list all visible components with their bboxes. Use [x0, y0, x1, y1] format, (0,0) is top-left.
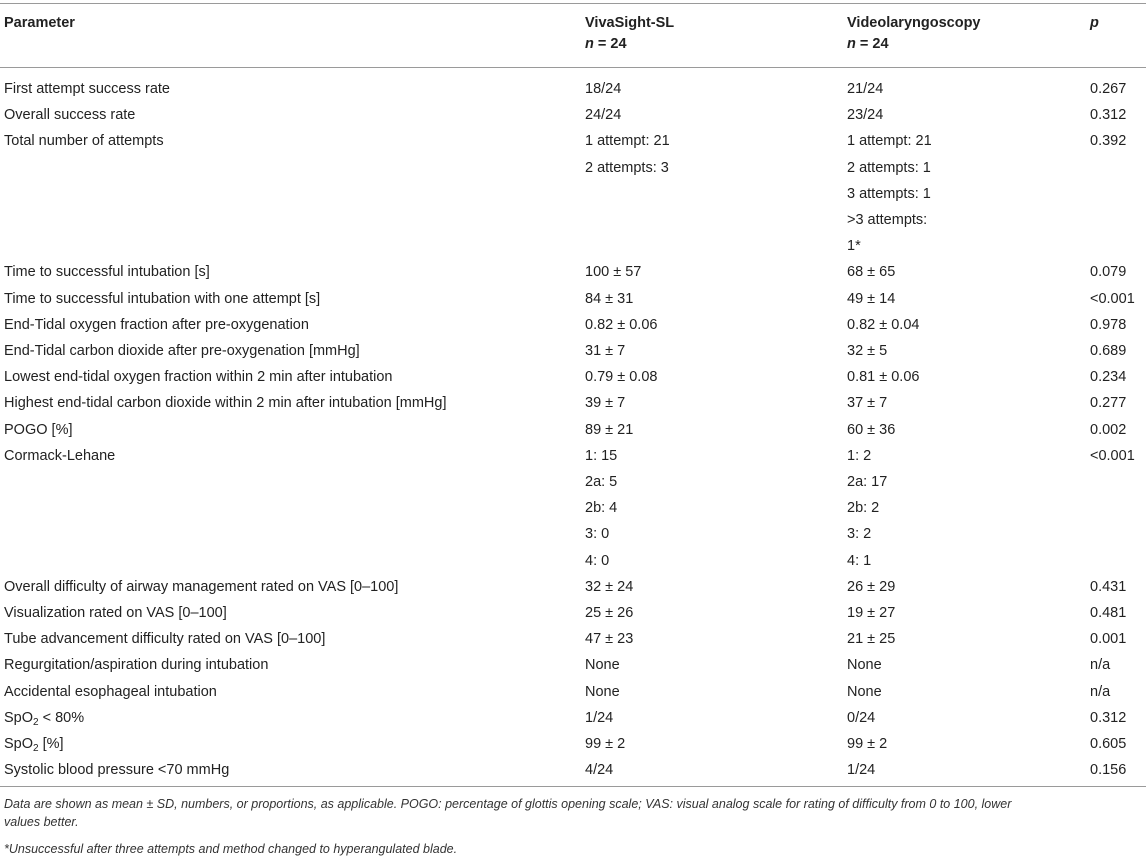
footnote-data-line-1: Data are shown as mean ± SD, numbers, or proportions, as applicable. POGO: percentage of glottis opening scale; VAS: visual analog scale for rating of difficulty from 0 to 100, lower — [4, 797, 1012, 811]
header-videolaryngoscopy: Videolaryngoscopy — [847, 15, 981, 31]
row-vivasight-value: 2b: 4 — [585, 500, 618, 517]
row-p-value: 0.605 — [1090, 736, 1127, 752]
bottom-rule — [0, 786, 1146, 787]
row-videolaryngoscopy-value: 3: 2 — [847, 526, 872, 543]
row-p-value: 0.689 — [1090, 343, 1127, 359]
header-p: p — [1090, 15, 1099, 31]
row-parameter-subscript: 2 — [33, 743, 39, 754]
row-p-value: 0.481 — [1090, 605, 1127, 621]
row-vivasight-value: 1 attempt: 21 — [585, 133, 670, 150]
row-vivasight-value: 89 ± 21 — [585, 421, 634, 438]
row-vivasight-value: 2 attempts: 3 — [585, 159, 669, 176]
row-vivasight-value: None — [585, 683, 620, 700]
row-videolaryngoscopy-value: 99 ± 2 — [847, 736, 888, 752]
row-videolaryngoscopy-value: None — [847, 657, 882, 674]
row-videolaryngoscopy-value: 1/24 — [847, 762, 876, 779]
row-videolaryngoscopy-value: 2a: 17 — [847, 474, 888, 490]
header-videolaryngoscopy-n — [847, 35, 889, 53]
row-parameter-text: [%] — [38, 736, 64, 752]
row-videolaryngoscopy-value: 49 ± 14 — [847, 290, 896, 307]
header-videolaryngoscopy-n-value: = 24 — [855, 36, 889, 52]
row-p-value: 0.267 — [1090, 81, 1127, 97]
row-parameter: End-Tidal oxygen fraction after pre-oxygenation — [4, 316, 309, 333]
row-videolaryngoscopy-value: 21 ± 25 — [847, 631, 896, 648]
row-parameter: Cormack-Lehane — [4, 447, 116, 464]
row-vivasight-value: 2a: 5 — [585, 474, 618, 490]
row-p-value: 0.079 — [1090, 264, 1127, 281]
row-videolaryngoscopy-value: None — [847, 683, 882, 700]
row-parameter: Systolic blood pressure <70 mmHg — [4, 762, 230, 779]
row-p-value: <0.001 — [1090, 290, 1135, 307]
row-parameter: Overall difficulty of airway management rated on VAS [0–100] — [4, 578, 399, 595]
row-vivasight-value: None — [585, 657, 620, 674]
row-p-value: 0.312 — [1090, 709, 1127, 726]
row-parameter: Accidental esophageal intubation — [4, 683, 217, 700]
row-vivasight-value: 47 ± 23 — [585, 631, 634, 648]
row-parameter: Tube advancement difficulty rated on VAS [0–100] — [4, 631, 326, 648]
row-vivasight-value: 1: 15 — [585, 447, 618, 464]
row-vivasight-value: 0.79 ± 0.08 — [585, 369, 658, 386]
row-vivasight-value: 39 ± 7 — [585, 395, 626, 412]
row-parameter: Time to successful intubation [s] — [4, 264, 210, 281]
row-parameter: First attempt success rate — [4, 81, 170, 97]
header-vivasight: VivaSight-SL — [585, 15, 675, 31]
row-vivasight-value: 84 ± 31 — [585, 290, 634, 307]
row-videolaryngoscopy-value: 0.81 ± 0.06 — [847, 369, 920, 386]
row-parameter: Regurgitation/aspiration during intubation — [4, 657, 269, 674]
header-vivasight-n — [585, 35, 627, 53]
row-parameter-text: SpO — [4, 736, 34, 752]
row-videolaryngoscopy-value: 1 attempt: 21 — [847, 133, 932, 150]
row-p-value: <0.001 — [1090, 447, 1135, 464]
row-vivasight-value: 100 ± 57 — [585, 264, 642, 281]
header-parameter: Parameter — [4, 15, 75, 31]
row-parameter: End-Tidal carbon dioxide after pre-oxygenation [mmHg] — [4, 343, 360, 359]
row-p-value: 0.392 — [1090, 133, 1127, 150]
row-p-value: 0.431 — [1090, 578, 1127, 595]
header-rule — [0, 67, 1146, 68]
row-parameter: Lowest end-tidal oxygen fraction within 2 min after intubation — [4, 369, 393, 386]
row-p-value: 0.312 — [1090, 107, 1127, 124]
row-parameter: Visualization rated on VAS [0–100] — [4, 605, 227, 621]
row-videolaryngoscopy-value: 23/24 — [847, 107, 884, 124]
row-vivasight-value: 32 ± 24 — [585, 578, 634, 595]
row-vivasight-value: 25 ± 26 — [585, 605, 634, 621]
row-videolaryngoscopy-value: >3 attempts: — [847, 212, 928, 228]
row-vivasight-value: 31 ± 7 — [585, 343, 626, 359]
footnote-data-line-2: values better. — [4, 815, 79, 829]
row-videolaryngoscopy-value: 32 ± 5 — [847, 343, 888, 359]
row-parameter-subscript: 2 — [33, 716, 39, 728]
row-videolaryngoscopy-value: 0.82 ± 0.04 — [847, 316, 920, 333]
header-vivasight-n-label: n — [585, 36, 594, 52]
row-vivasight-value: 18/24 — [585, 81, 622, 97]
row-videolaryngoscopy-value: 1: 2 — [847, 447, 872, 464]
header-videolaryngoscopy-n-label: n — [847, 36, 856, 52]
row-p-value: 0.277 — [1090, 395, 1127, 412]
row-videolaryngoscopy-value: 2b: 2 — [847, 500, 880, 517]
row-videolaryngoscopy-value: 26 ± 29 — [847, 578, 896, 595]
row-parameter: Highest end-tidal carbon dioxide within 2 min after intubation [mmHg] — [4, 395, 447, 412]
row-videolaryngoscopy-value: 2 attempts: 1 — [847, 159, 931, 176]
row-parameter — [4, 735, 64, 753]
row-videolaryngoscopy-value: 4: 1 — [847, 552, 872, 569]
row-vivasight-value: 3: 0 — [585, 526, 610, 543]
header-vivasight-n-value: = 24 — [593, 36, 627, 52]
row-parameter — [4, 709, 84, 727]
row-videolaryngoscopy-value: 19 ± 27 — [847, 605, 896, 621]
row-p-value: n/a — [1090, 683, 1111, 700]
row-p-value: 0.234 — [1090, 369, 1127, 386]
row-videolaryngoscopy-value: 3 attempts: 1 — [847, 185, 931, 202]
row-videolaryngoscopy-value: 1* — [847, 238, 861, 255]
row-videolaryngoscopy-value: 37 ± 7 — [847, 395, 888, 412]
footnote-asterisk: *Unsuccessful after three attempts and method changed to hyperangulated blade. — [4, 842, 458, 856]
row-videolaryngoscopy-value: 68 ± 65 — [847, 264, 896, 281]
row-parameter: POGO [%] — [4, 421, 73, 438]
row-vivasight-value: 4: 0 — [585, 552, 610, 569]
row-videolaryngoscopy-value: 21/24 — [847, 81, 884, 97]
row-p-value: n/a — [1090, 657, 1111, 674]
row-vivasight-value: 0.82 ± 0.06 — [585, 316, 658, 333]
row-vivasight-value: 99 ± 2 — [585, 736, 626, 752]
row-p-value: 0.156 — [1090, 762, 1127, 779]
row-vivasight-value: 4/24 — [585, 762, 614, 779]
row-p-value: 0.978 — [1090, 316, 1127, 333]
row-vivasight-value: 1/24 — [585, 709, 614, 726]
row-parameter: Total number of attempts — [4, 133, 164, 150]
row-vivasight-value: 24/24 — [585, 107, 622, 124]
row-p-value: 0.001 — [1090, 631, 1127, 648]
row-videolaryngoscopy-value: 0/24 — [847, 709, 876, 726]
row-videolaryngoscopy-value: 60 ± 36 — [847, 421, 896, 438]
row-parameter: Time to successful intubation with one attempt [s] — [4, 290, 321, 307]
row-p-value: 0.002 — [1090, 421, 1127, 438]
top-rule — [0, 3, 1146, 4]
row-parameter: Overall success rate — [4, 107, 136, 124]
row-parameter-text: < 80% — [38, 709, 85, 726]
row-parameter-text: SpO — [4, 709, 34, 726]
